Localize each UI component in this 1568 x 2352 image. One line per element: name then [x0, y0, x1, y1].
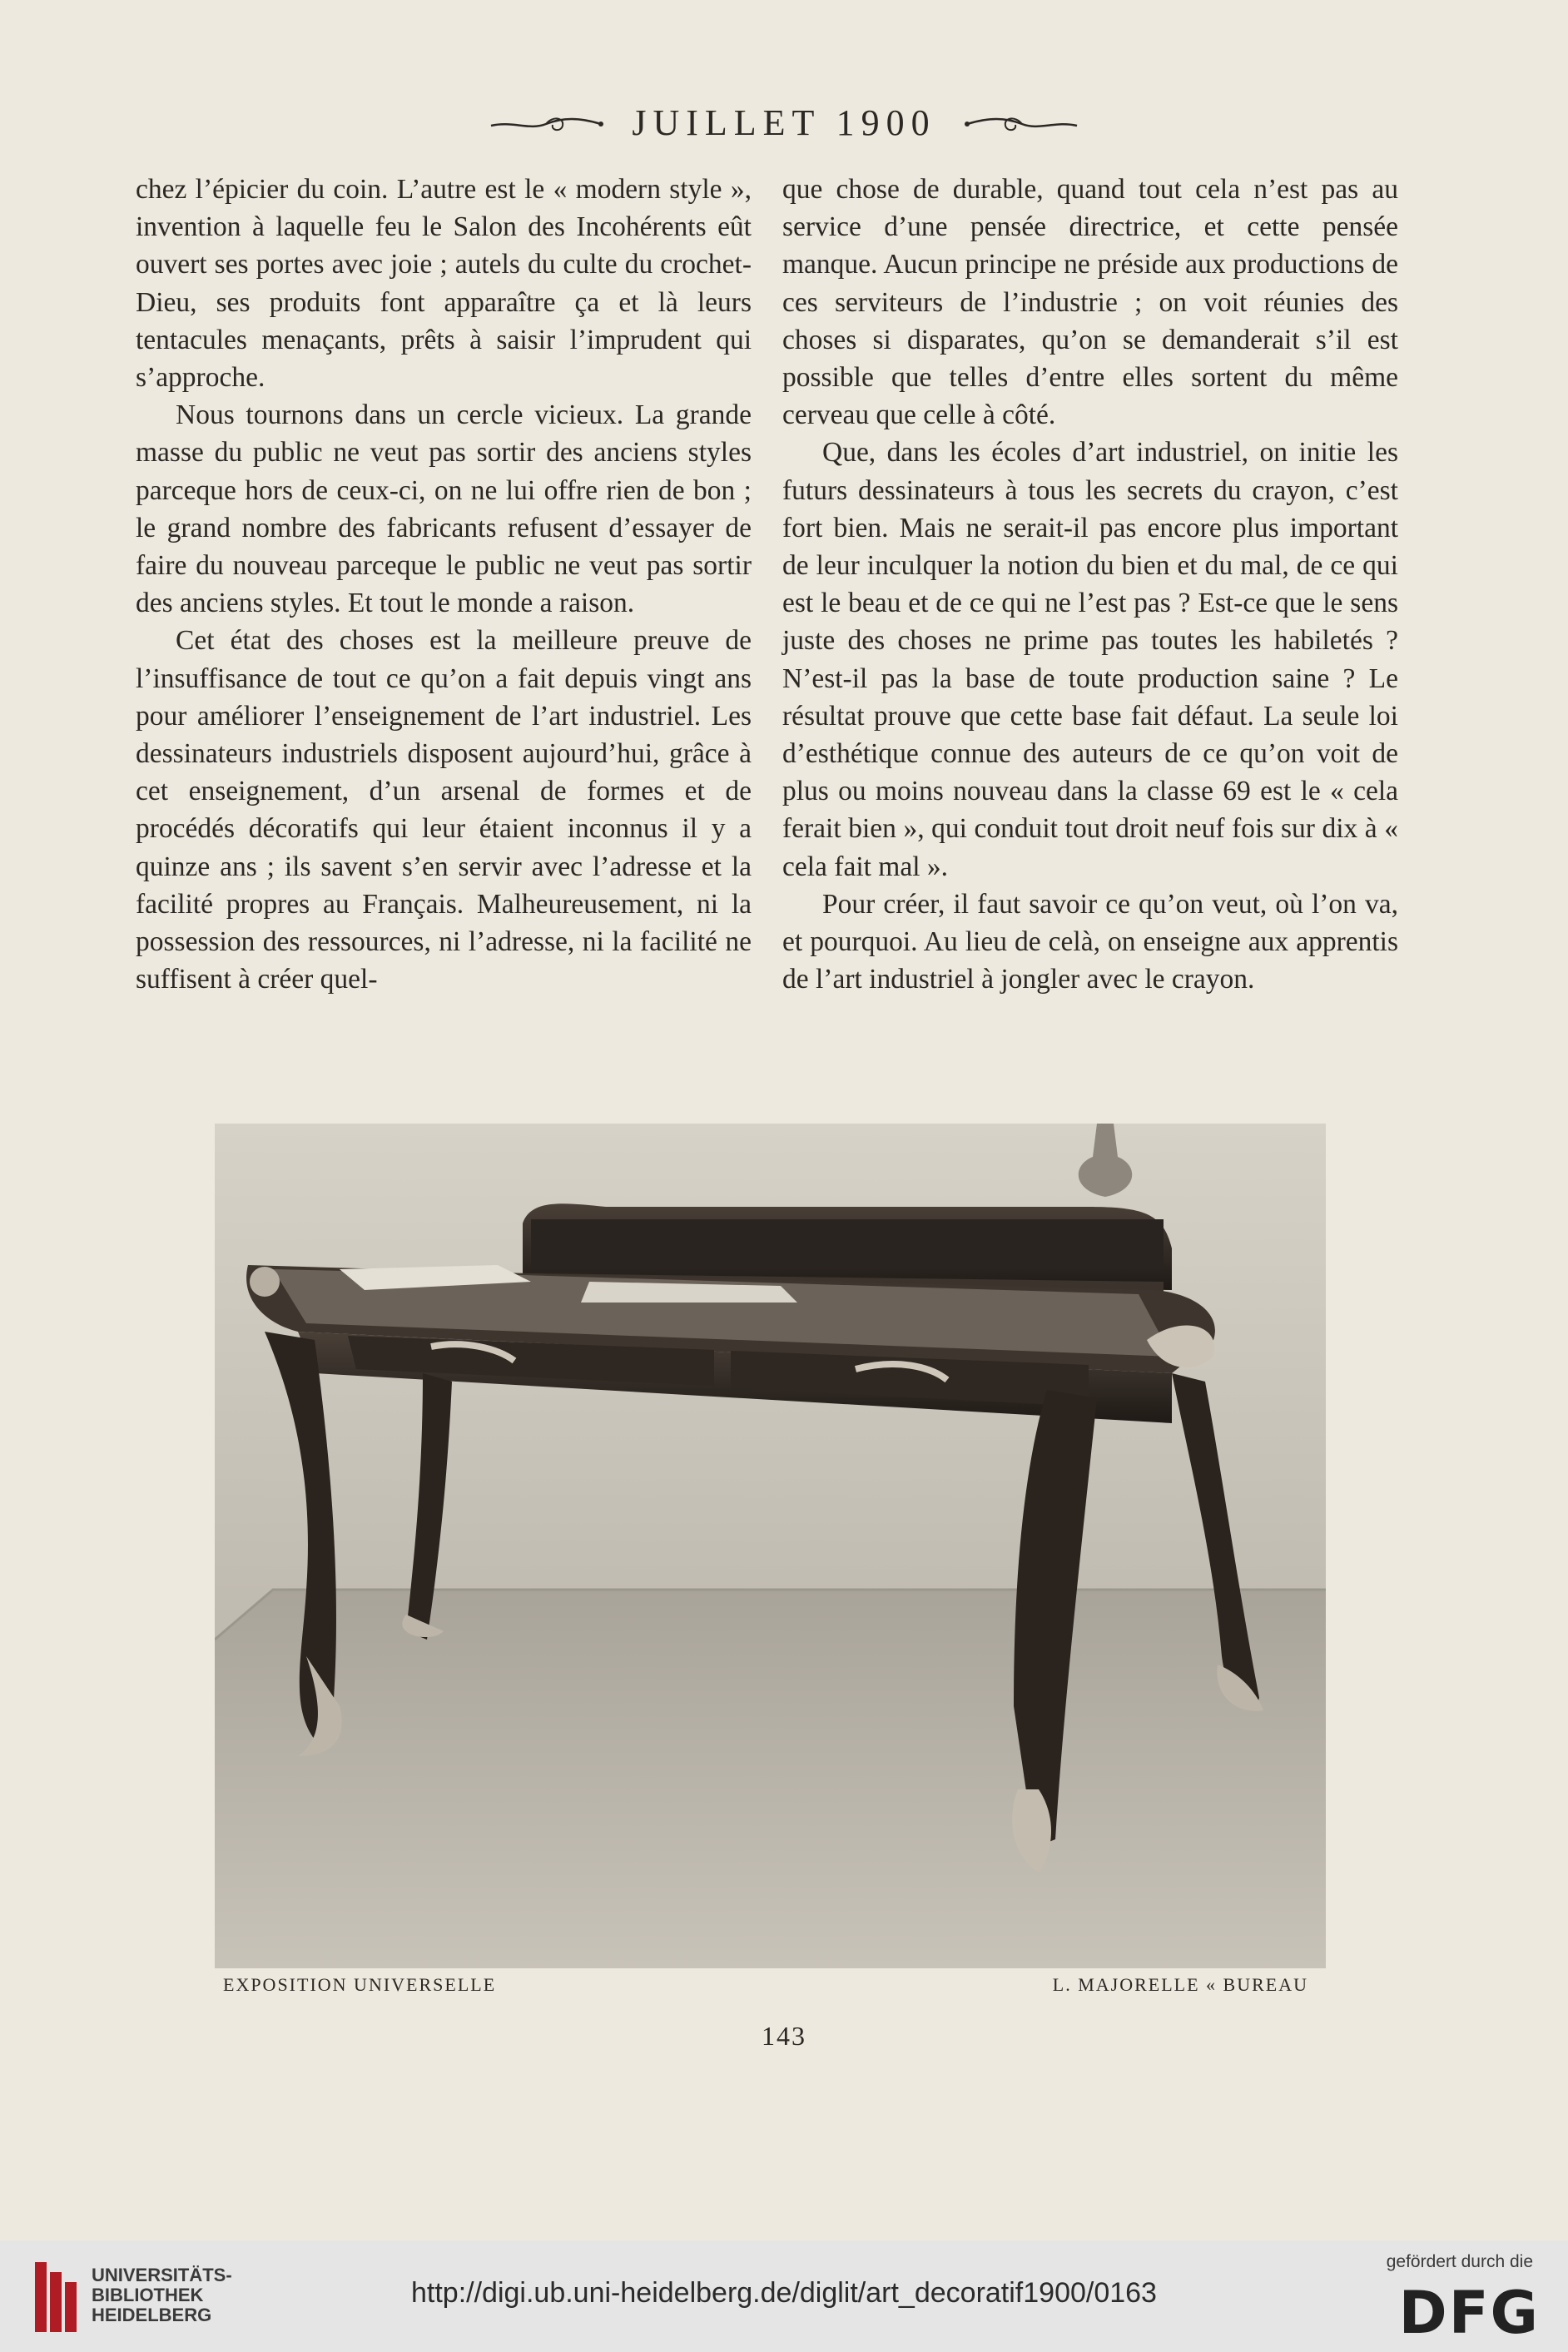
right-ornament-icon: [964, 112, 1080, 134]
left-text-column: [136, 171, 752, 998]
source-url[interactable]: http://digi.ub.uni-heidelberg.de/diglit/art_decoratif1900/0163: [411, 2277, 1157, 2309]
paragraph: chez l’épicier du coin. L’autre est le « modern style », invention à laquelle feu le Salon des Incohérents eût ouvert ses portes avec joie ; autels du culte du crochet-Dieu, ses produits font apparaître ça et là leurs tentacules menaçants, prêts à saisir l’imprudent qui s’approche.: [136, 174, 752, 394]
desk-photograph: [215, 1124, 1326, 1968]
page-title: JUILLET 1900: [632, 102, 936, 144]
caption-left: EXPOSITION UNIVERSELLE: [223, 1974, 497, 1995]
running-header: [0, 98, 1568, 144]
paragraph: Cet état des choses est la meilleure preuve de l’insuffisance de tout ce qu’on a fait depuis vingt ans pour améliorer l’enseignement de l’art industriel. Les dessinateurs industriels disposent aujourd’hui, grâce à cet enseignement, d’un arsenal de formes et de procédés décoratifs qui leur étaient inconnus il y a quinze ans ; ils savent s’en servir avec l’adresse et la facilité propres au Français. Malheureusement, ni la possession des ressources, ni l’adresse, ni la facilité ne suffisent à créer quel-: [136, 625, 752, 995]
paragraph: Nous tournons dans un cercle vicieux. La grande masse du public ne veut pas sortir des anciens styles parceque hors de ceux-ci, on ne lui offre rien de bon ; le grand nombre des fabricants refusent d’essayer de faire du nouveau parceque le public ne veut pas sortir des anciens styles. Et tout le monde a raison.: [136, 399, 752, 619]
funding-label: gefördert durch die: [1386, 2252, 1533, 2271]
dfg-logo: DFG: [1398, 2279, 1540, 2347]
left-ornament-icon: [488, 112, 604, 134]
digitization-footer: [0, 2240, 1568, 2352]
right-text-column: [782, 171, 1398, 998]
paragraph: Que, dans les écoles d’art industriel, on initie les futurs dessinateurs à tous les secrets du crayon, c’est fort bien. Mais ne serait-il pas encore plus important de leur inculquer la notion du bien et du mal, de ce qui est le beau et de ce qui ne l’est pas ? Est-ce que le sens juste des choses ne prime pas toutes les habiletés ? N’est-il pas la base de toute production saine ? Le résultat prouve que cette base fait défaut. La seule loi d’esthétique connue des auteurs de ce qu’on voit de plus ou moins nouveau dans la classe 69 est le « cela ferait bien », qui conduit tout droit neuf fois sur dix à « cela fait mal ».: [782, 437, 1398, 882]
caption-right: L. MAJORELLE « BUREAU: [1052, 1974, 1308, 1995]
library-name: UNIVERSITÄTS- BIBLIOTHEK HEIDELBERG: [92, 2265, 232, 2325]
paragraph: Pour créer, il faut savoir ce qu’on veut, où l’on va, et pourquoi. Au lieu de celà, on enseigne aux apprentis de l’art industriel à jongler avec le crayon.: [782, 888, 1398, 995]
page-number: 143: [762, 2021, 806, 2051]
paragraph: que chose de durable, quand tout cela n’est pas au service d’une pensée directrice, et cette pensée manque. Aucun principe ne préside aux productions de ces serviteurs de l’industrie ; on voit réunies des choses si disparates, qu’on se demanderait s’il est possible que telles d’entre elles sortent du même cerveau que celle à côté.: [782, 174, 1398, 431]
desk-illustration: [215, 1124, 1326, 1968]
